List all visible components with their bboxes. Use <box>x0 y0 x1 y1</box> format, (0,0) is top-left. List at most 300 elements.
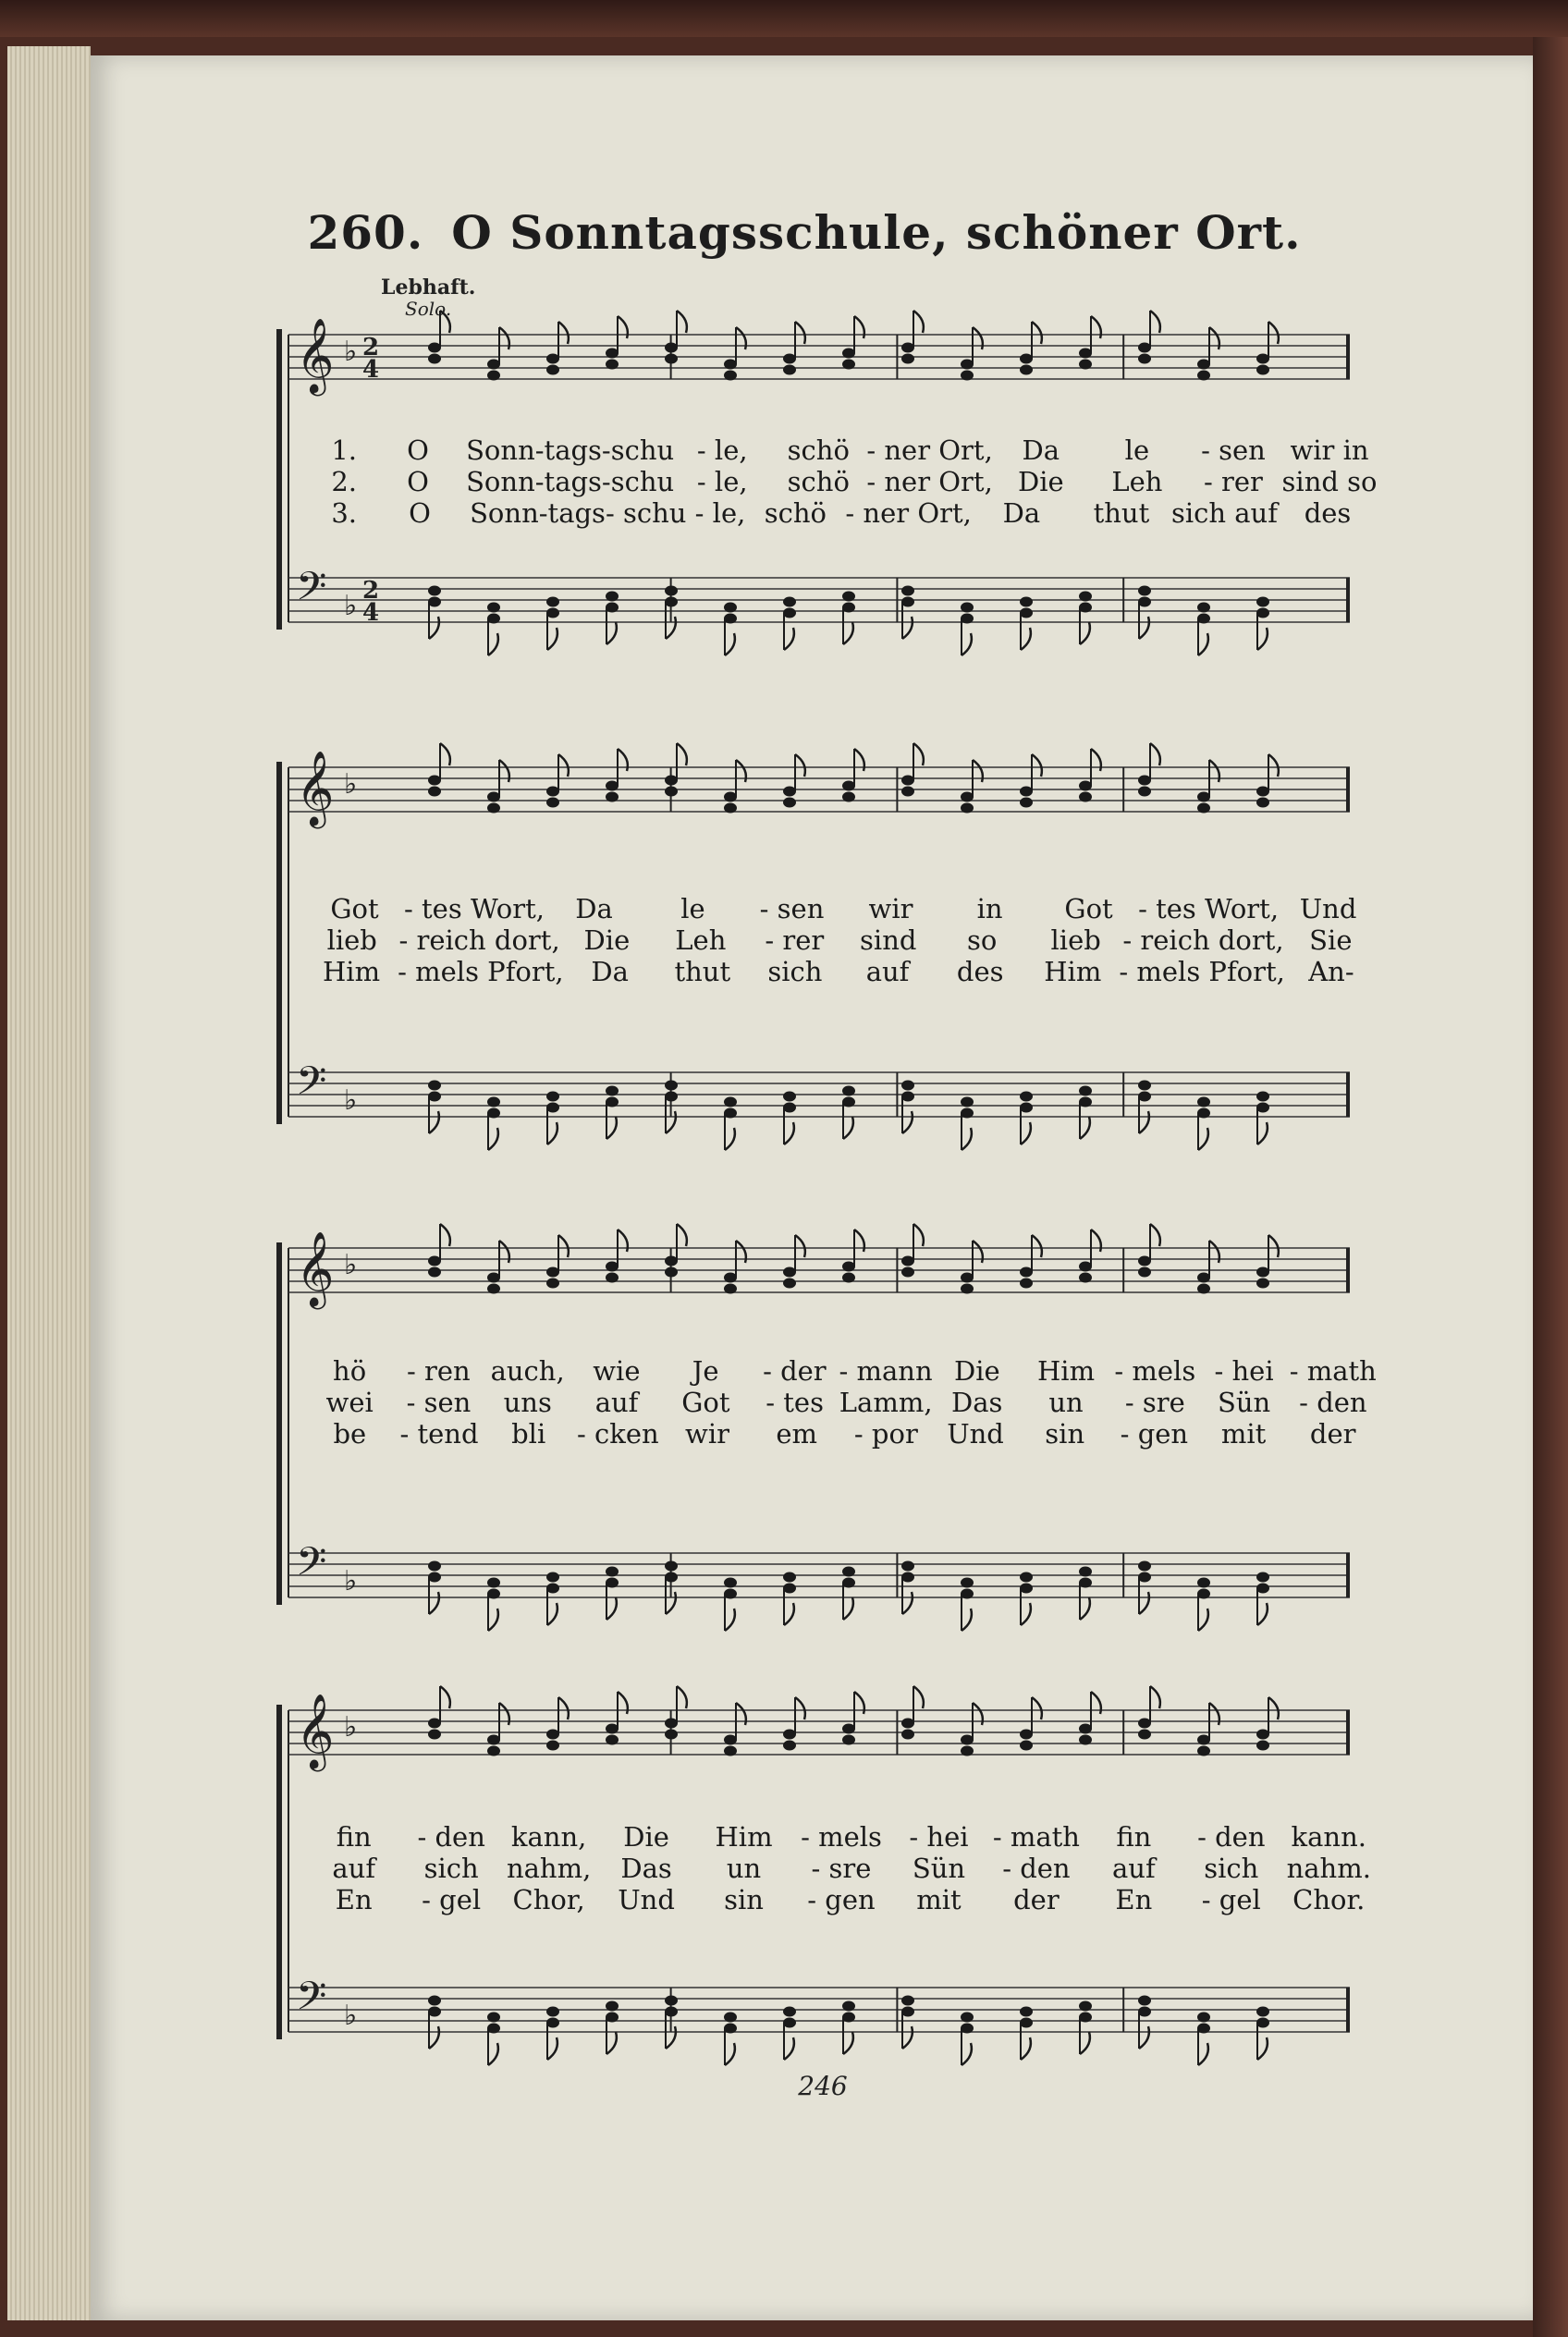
lyric-syllable: mit <box>916 1884 962 1915</box>
note-head <box>428 1267 441 1278</box>
lyric-syllable: - sre <box>1124 1387 1185 1418</box>
note-flag <box>558 322 569 344</box>
lyric-syllable: schö <box>787 434 850 466</box>
note-flag <box>606 622 617 644</box>
lyric-syllable: em <box>776 1418 818 1450</box>
note-head <box>1256 608 1269 618</box>
note-head <box>1079 2013 1092 2023</box>
bass-clef-icon: 𝄢 <box>296 1974 327 2029</box>
solo-marking: Solo. <box>405 298 452 320</box>
note-head <box>546 1730 559 1740</box>
note-head <box>1138 1561 1151 1572</box>
note-head <box>487 371 500 381</box>
note-head <box>724 614 737 624</box>
note-flag <box>606 2032 617 2054</box>
lyric-syllable: le <box>1124 434 1150 466</box>
note-head <box>842 1724 855 1734</box>
lyric-syllable: En <box>335 1884 373 1915</box>
lyric-syllable: Chor. <box>1292 1884 1366 1915</box>
note-flag <box>902 617 913 639</box>
lyric-syllable: wir in <box>1290 434 1369 466</box>
lyric-row <box>305 466 1378 497</box>
note-head <box>842 1735 855 1745</box>
lyric-syllable: der <box>1013 1884 1060 1915</box>
note-flag <box>677 1224 687 1246</box>
note-flag <box>1257 1122 1268 1144</box>
note-flag <box>913 743 924 765</box>
note-head <box>606 1262 619 1272</box>
note-head <box>1197 603 1210 613</box>
note-head <box>1079 1097 1092 1107</box>
note-flag <box>606 1597 617 1620</box>
note-head <box>1138 787 1151 797</box>
lyric-syllable: Leh <box>1111 466 1163 497</box>
note-head <box>901 1092 914 1102</box>
note-flag <box>547 1603 557 1625</box>
lyric-syllable: Die <box>623 1821 669 1853</box>
note-head <box>842 2001 855 2012</box>
lyric-syllable: thut <box>1093 497 1150 529</box>
lyric-syllable: des <box>1304 497 1352 529</box>
lyric-syllable: Lamm, <box>839 1387 933 1418</box>
note-flag <box>1268 754 1279 777</box>
key-flat-icon: ♭ <box>344 1711 358 1744</box>
note-head <box>1256 1572 1269 1583</box>
note-head <box>1079 1086 1092 1096</box>
note-head <box>1256 787 1269 797</box>
note-head <box>724 792 737 802</box>
note-head <box>487 360 500 370</box>
note-head <box>665 787 678 797</box>
note-head <box>1079 592 1092 602</box>
note-head <box>724 1589 737 1599</box>
note-flag <box>795 322 805 344</box>
lyric-syllable: - mels Pfort, <box>398 956 564 987</box>
note-head <box>606 1724 619 1734</box>
note-head <box>1256 597 1269 607</box>
note-head <box>1197 1108 1210 1119</box>
note-head <box>487 2013 500 2023</box>
lyric-syllable: Da <box>591 956 629 987</box>
note-head <box>1256 1584 1269 1594</box>
note-head <box>1020 1092 1033 1102</box>
lyric-syllable: thut <box>674 956 731 987</box>
lyric-syllable: - por <box>853 1418 918 1450</box>
note-head <box>428 1572 441 1583</box>
note-head <box>1079 360 1092 370</box>
note-flag <box>1032 1235 1042 1257</box>
note-flag <box>1080 1117 1090 1139</box>
note-head <box>1079 1735 1092 1745</box>
lyric-row <box>305 924 1378 956</box>
note-head <box>428 1996 441 2006</box>
note-flag <box>843 2032 853 2054</box>
note-head <box>1256 1730 1269 1740</box>
time-signature-bottom: 4 <box>362 356 380 384</box>
note-flag <box>1032 754 1042 777</box>
note-head <box>1020 787 1033 797</box>
lyric-syllable: der <box>1309 1418 1356 1450</box>
lyric-syllable: En <box>1115 1884 1153 1915</box>
note-head <box>783 365 796 375</box>
note-head <box>961 360 974 370</box>
lyric-syllable: Chor, <box>512 1884 585 1915</box>
lyric-syllable: schö <box>787 466 850 497</box>
note-head <box>546 608 559 618</box>
note-head <box>1020 1103 1033 1113</box>
lyric-syllable: - mels Pfort, <box>1119 956 1285 987</box>
note-head <box>665 354 678 364</box>
note-head <box>1138 2007 1151 2017</box>
note-head <box>546 1741 559 1751</box>
note-head <box>1020 354 1033 364</box>
note-head <box>961 2013 974 2023</box>
note-flag <box>677 1686 687 1708</box>
lyric-syllable: Das <box>950 1387 1003 1418</box>
note-head <box>901 597 914 607</box>
note-head <box>783 2007 796 2017</box>
note-head <box>428 2007 441 2017</box>
note-head <box>783 1092 796 1102</box>
note-flag <box>1032 1697 1042 1719</box>
note-head <box>606 792 619 802</box>
bass-clef-icon: 𝄢 <box>296 1058 327 1114</box>
note-flag <box>488 2043 498 2065</box>
note-head <box>961 792 974 802</box>
lyric-syllable: - tend <box>399 1418 479 1450</box>
note-flag <box>1150 1686 1160 1708</box>
note-head <box>961 1589 974 1599</box>
note-head <box>961 1284 974 1294</box>
note-head <box>1020 365 1033 375</box>
note-head <box>1197 792 1210 802</box>
note-head <box>783 608 796 618</box>
note-flag <box>784 2037 794 2060</box>
time-signature-top: 2 <box>362 577 380 605</box>
lyric-syllable: Je <box>692 1355 719 1387</box>
note-flag <box>725 633 735 655</box>
lyric-syllable: wir <box>868 893 913 924</box>
bass-clef-icon: 𝄢 <box>296 1539 327 1595</box>
lyric-syllable: - le, <box>696 466 748 497</box>
note-flag <box>1257 2037 1268 2060</box>
note-head <box>546 1572 559 1583</box>
note-flag <box>795 1697 805 1719</box>
lyric-syllable: le <box>680 893 705 924</box>
lyric-syllable: - ner Ort, <box>866 466 993 497</box>
note-flag <box>440 743 450 765</box>
note-flag <box>488 1128 498 1150</box>
note-head <box>1197 803 1210 814</box>
lyric-syllable: auf <box>1112 1853 1156 1884</box>
lyric-row <box>305 956 1378 987</box>
note-head <box>428 776 441 786</box>
note-head <box>842 1273 855 1283</box>
note-head <box>901 1081 914 1091</box>
note-flag <box>1198 2043 1208 2065</box>
note-head <box>1197 1578 1210 1588</box>
lyric-syllable: An- <box>1308 956 1354 987</box>
note-head <box>1020 1267 1033 1278</box>
note-flag <box>913 1224 924 1246</box>
book-binding-edge <box>1533 37 1568 2337</box>
note-head <box>961 371 974 381</box>
note-head <box>487 1746 500 1756</box>
note-head <box>546 365 559 375</box>
note-head <box>1256 1279 1269 1289</box>
note-head <box>724 2013 737 2023</box>
note-flag <box>1198 1128 1208 1150</box>
lyric-syllable: Sün <box>912 1853 966 1884</box>
note-head <box>546 2007 559 2017</box>
lyric-syllable: Sonn-tags-schu <box>466 434 675 466</box>
note-flag <box>784 1603 794 1625</box>
lyric-syllable: sin <box>1045 1418 1085 1450</box>
note-head <box>665 586 678 596</box>
hymn-number: 260. <box>307 205 424 260</box>
note-head <box>1079 781 1092 791</box>
note-head <box>1138 776 1151 786</box>
lyric-syllable: auf <box>865 956 910 987</box>
lyric-syllable: - gen <box>807 1884 876 1915</box>
lyric-syllable: - reich dort, <box>398 924 560 956</box>
note-head <box>961 1108 974 1119</box>
note-flag <box>725 2043 735 2065</box>
note-head <box>606 1086 619 1096</box>
note-flag <box>677 743 687 765</box>
note-head <box>665 2007 678 2017</box>
note-head <box>1256 2007 1269 2017</box>
note-head <box>842 1086 855 1096</box>
note-head <box>487 603 500 613</box>
note-head <box>1138 1267 1151 1278</box>
note-head <box>665 1081 678 1091</box>
note-head <box>1079 792 1092 802</box>
lyric-syllable: - der <box>763 1355 827 1387</box>
note-head <box>665 1256 678 1266</box>
note-flag <box>1198 1609 1208 1631</box>
note-head <box>487 1735 500 1745</box>
page-number: 246 <box>798 2071 848 2101</box>
note-flag <box>429 1592 439 1614</box>
note-head <box>1256 1741 1269 1751</box>
note-flag <box>1021 2037 1031 2060</box>
lyric-syllable: des <box>956 956 1004 987</box>
note-head <box>606 603 619 613</box>
hymn-title-text: O Sonntagsschule, schöner Ort. <box>451 205 1302 260</box>
note-head <box>1138 1092 1151 1102</box>
note-flag <box>1257 628 1268 650</box>
lyric-syllable: in <box>976 893 1003 924</box>
note-head <box>487 1108 500 1119</box>
note-flag <box>488 1609 498 1631</box>
note-head <box>901 1996 914 2006</box>
note-head <box>1256 798 1269 808</box>
note-head <box>724 803 737 814</box>
lyric-syllable: O <box>407 466 429 497</box>
note-flag <box>962 633 972 655</box>
lyric-syllable: sich <box>1204 1853 1259 1884</box>
lyric-syllable: Got <box>330 893 379 924</box>
note-head <box>901 1256 914 1266</box>
note-head <box>428 586 441 596</box>
note-head <box>724 603 737 613</box>
lyric-syllable: - ner Ort, <box>845 497 972 529</box>
lyric-syllable: - mels <box>1114 1355 1196 1387</box>
lyric-syllable: - sen <box>759 893 825 924</box>
note-head <box>1079 2001 1092 2012</box>
note-flag <box>606 1117 617 1139</box>
note-head <box>724 1284 737 1294</box>
note-flag <box>440 1224 450 1246</box>
note-head <box>428 354 441 364</box>
note-flag <box>1080 2032 1090 2054</box>
note-head <box>1020 1279 1033 1289</box>
note-head <box>901 1719 914 1729</box>
verse-number: 3. <box>331 497 357 529</box>
lyric-syllable: sin <box>724 1884 764 1915</box>
note-head <box>724 1746 737 1756</box>
note-head <box>1197 1284 1210 1294</box>
note-head <box>1138 1081 1151 1091</box>
note-flag <box>725 1128 735 1150</box>
time-signature-top: 2 <box>362 334 380 361</box>
lyric-syllable: Got <box>1064 893 1113 924</box>
lyric-syllable: auf <box>332 1853 376 1884</box>
note-head <box>606 1097 619 1107</box>
lyric-syllable: schö <box>764 497 827 529</box>
note-flag <box>429 1111 439 1133</box>
lyric-syllable: - tes Wort, <box>404 893 545 924</box>
lyric-syllable: O <box>409 497 431 529</box>
lyric-syllable: - den <box>1299 1387 1367 1418</box>
note-head <box>1256 1267 1269 1278</box>
note-head <box>1020 1584 1033 1594</box>
note-head <box>724 1108 737 1119</box>
note-head <box>665 1092 678 1102</box>
note-flag <box>440 311 450 333</box>
lyric-row <box>305 1387 1378 1418</box>
note-head <box>1079 1273 1092 1283</box>
note-head <box>901 1267 914 1278</box>
time-signature-bottom: 4 <box>362 599 380 627</box>
note-flag <box>1139 1592 1149 1614</box>
lyric-syllable: - schu - le, <box>605 497 746 529</box>
lyric-syllable: Got <box>681 1387 730 1418</box>
note-head <box>665 343 678 353</box>
lyric-syllable: - rer <box>765 924 825 956</box>
lyric-syllable: sich auf <box>1170 497 1278 529</box>
note-flag <box>1139 2026 1149 2049</box>
lyric-syllable: Und <box>1299 893 1357 924</box>
note-head <box>901 776 914 786</box>
note-head <box>783 354 796 364</box>
page-stack-edge <box>7 46 91 2320</box>
note-head <box>606 781 619 791</box>
key-flat-icon: ♭ <box>344 1249 358 1281</box>
note-head <box>606 1578 619 1588</box>
note-head <box>842 1097 855 1107</box>
note-head <box>1020 608 1033 618</box>
note-head <box>1197 1273 1210 1283</box>
lyric-syllable: Leh <box>675 924 727 956</box>
lyric-syllable: bli <box>511 1418 546 1450</box>
note-head <box>1197 1097 1210 1107</box>
lyric-syllable: - math <box>1289 1355 1377 1387</box>
note-flag <box>902 2026 913 2049</box>
note-flag <box>962 2043 972 2065</box>
note-head <box>901 1730 914 1740</box>
note-flag <box>1150 1224 1160 1246</box>
lyric-syllable: - gen <box>1120 1418 1189 1450</box>
note-flag <box>429 617 439 639</box>
note-head <box>428 787 441 797</box>
note-head <box>487 1578 500 1588</box>
note-head <box>842 349 855 359</box>
note-head <box>428 597 441 607</box>
note-head <box>842 1567 855 1577</box>
hymn-title <box>203 205 1405 260</box>
lyric-syllable: mit <box>1220 1418 1267 1450</box>
note-flag <box>558 1235 569 1257</box>
note-flag <box>913 1686 924 1708</box>
lyric-row <box>305 1853 1378 1884</box>
lyric-syllable: - math <box>992 1821 1080 1853</box>
note-flag <box>962 1609 972 1631</box>
lyric-syllable: - den <box>1002 1853 1071 1884</box>
lyric-syllable: - hei <box>1214 1355 1274 1387</box>
note-flag <box>843 1597 853 1620</box>
note-head <box>487 614 500 624</box>
note-head <box>1197 2024 1210 2034</box>
note-flag <box>1139 1111 1149 1133</box>
note-head <box>1138 1256 1151 1266</box>
note-head <box>1197 360 1210 370</box>
note-head <box>724 1735 737 1745</box>
lyric-syllable: Und <box>947 1418 1004 1450</box>
lyric-syllable: Und <box>618 1884 675 1915</box>
lyric-syllable: Him <box>1044 956 1102 987</box>
note-head <box>1256 365 1269 375</box>
note-flag <box>1268 1697 1279 1719</box>
note-flag <box>1150 311 1160 333</box>
note-head <box>1079 1262 1092 1272</box>
note-head <box>724 1097 737 1107</box>
note-head <box>1138 1572 1151 1583</box>
lyric-syllable: - den <box>1197 1821 1266 1853</box>
note-head <box>606 349 619 359</box>
note-head <box>428 343 441 353</box>
note-head <box>783 787 796 797</box>
note-flag <box>1021 628 1031 650</box>
note-head <box>1079 1724 1092 1734</box>
note-flag <box>488 633 498 655</box>
note-head <box>665 1730 678 1740</box>
note-head <box>1079 1578 1092 1588</box>
note-head <box>487 1273 500 1283</box>
note-head <box>487 792 500 802</box>
note-head <box>783 1572 796 1583</box>
note-flag <box>547 2037 557 2060</box>
note-head <box>783 1730 796 1740</box>
note-head <box>724 2024 737 2034</box>
lyric-syllable: Die <box>953 1355 1000 1387</box>
note-head <box>428 1092 441 1102</box>
lyric-syllable: sich <box>423 1853 479 1884</box>
note-head <box>546 1267 559 1278</box>
note-flag <box>1268 322 1279 344</box>
note-head <box>1256 1103 1269 1113</box>
